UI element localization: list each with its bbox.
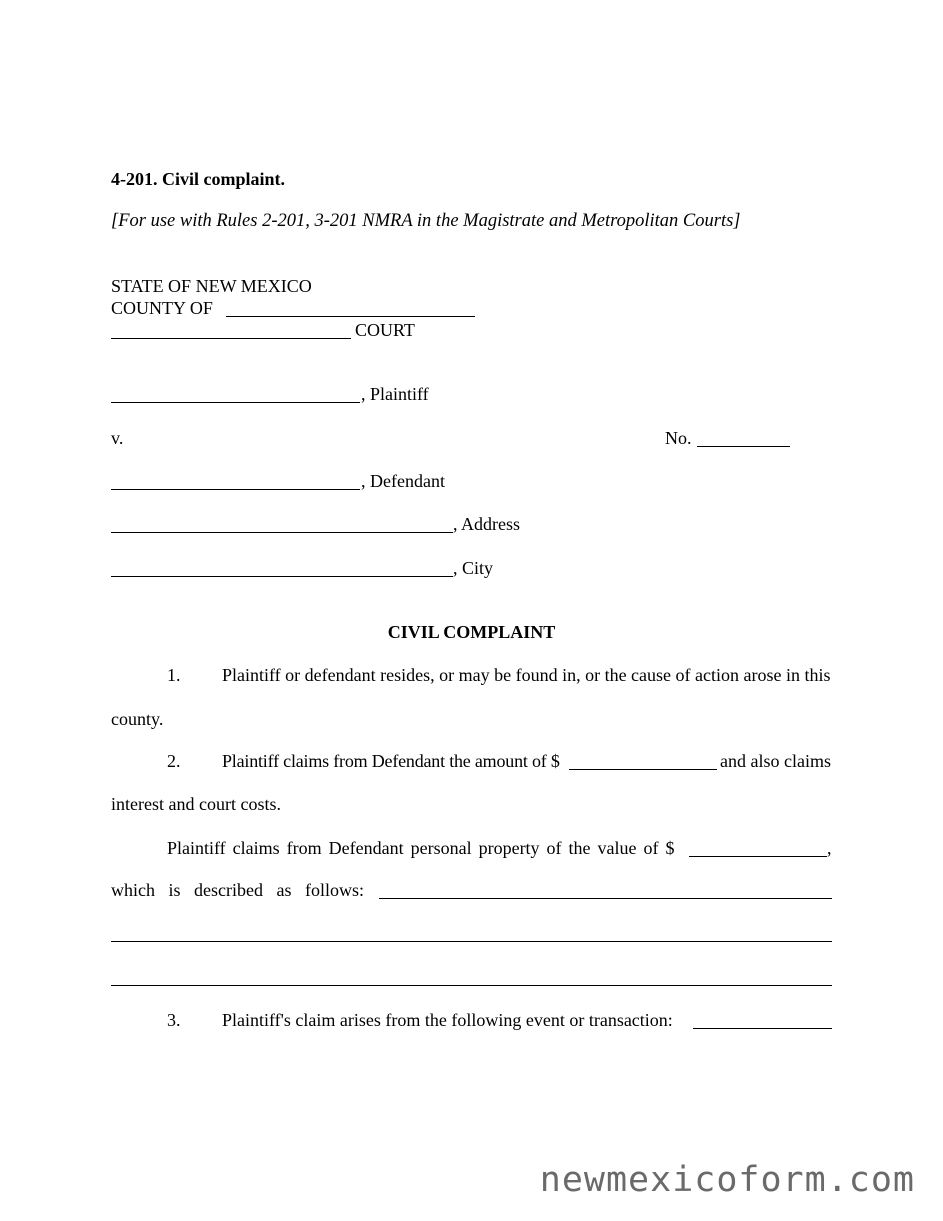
court-label: COURT xyxy=(355,320,415,340)
watermark-text: newmexicoform.com xyxy=(539,1160,915,1200)
rule-title: 4-201. Civil complaint. xyxy=(111,169,285,189)
complaint-title: CIVIL COMPLAINT xyxy=(387,622,556,642)
property-description-field-1[interactable] xyxy=(379,898,832,899)
event-description-field[interactable] xyxy=(693,1028,832,1029)
county-field[interactable] xyxy=(226,316,475,317)
item1-number: 1. xyxy=(167,665,181,685)
county-label: COUNTY OF xyxy=(111,298,213,318)
case-number-field[interactable] xyxy=(697,446,790,447)
property-description-field-2[interactable] xyxy=(111,941,832,942)
city-label: , City xyxy=(453,558,494,578)
defendant-label: , Defendant xyxy=(361,471,445,491)
item1-text: Plaintiff or defendant resides, or may be found in, or the cause of action arose in this xyxy=(222,665,831,685)
defendant-address-field[interactable] xyxy=(111,532,453,533)
property-description-field-3[interactable] xyxy=(111,985,832,986)
item2-number: 2. xyxy=(167,751,181,771)
item2-continuation: interest and court costs. xyxy=(111,794,281,814)
property-comma: , xyxy=(827,838,832,858)
property-text: Plaintiff claims from Defendant personal property of the value of $ xyxy=(167,838,675,858)
rule-note: [For use with Rules 2-201, 3-201 NMRA in the Magistrate and Metropolitan Courts] xyxy=(111,211,741,231)
address-label: , Address xyxy=(453,514,520,534)
court-name-field[interactable] xyxy=(111,338,351,339)
item3-text: Plaintiff's claim arises from the following event or transaction: xyxy=(222,1010,673,1030)
case-no-label: No. xyxy=(665,428,692,448)
item2-text-b: and also claims xyxy=(720,751,831,771)
state-label: STATE OF NEW MEXICO xyxy=(111,276,312,296)
item3-number: 3. xyxy=(167,1010,181,1030)
defendant-city-field[interactable] xyxy=(111,576,453,577)
item2-text-a: Plaintiff claims from Defendant the amount of $ xyxy=(222,751,560,771)
property-value-field[interactable] xyxy=(689,856,827,857)
defendant-name-field[interactable] xyxy=(111,489,360,490)
versus-label: v. xyxy=(111,428,124,448)
described-text: which is described as follows: xyxy=(111,880,364,900)
item1-continuation: county. xyxy=(111,709,164,729)
plaintiff-label: , Plaintiff xyxy=(361,384,429,404)
plaintiff-name-field[interactable] xyxy=(111,402,360,403)
claim-amount-field[interactable] xyxy=(569,769,717,770)
